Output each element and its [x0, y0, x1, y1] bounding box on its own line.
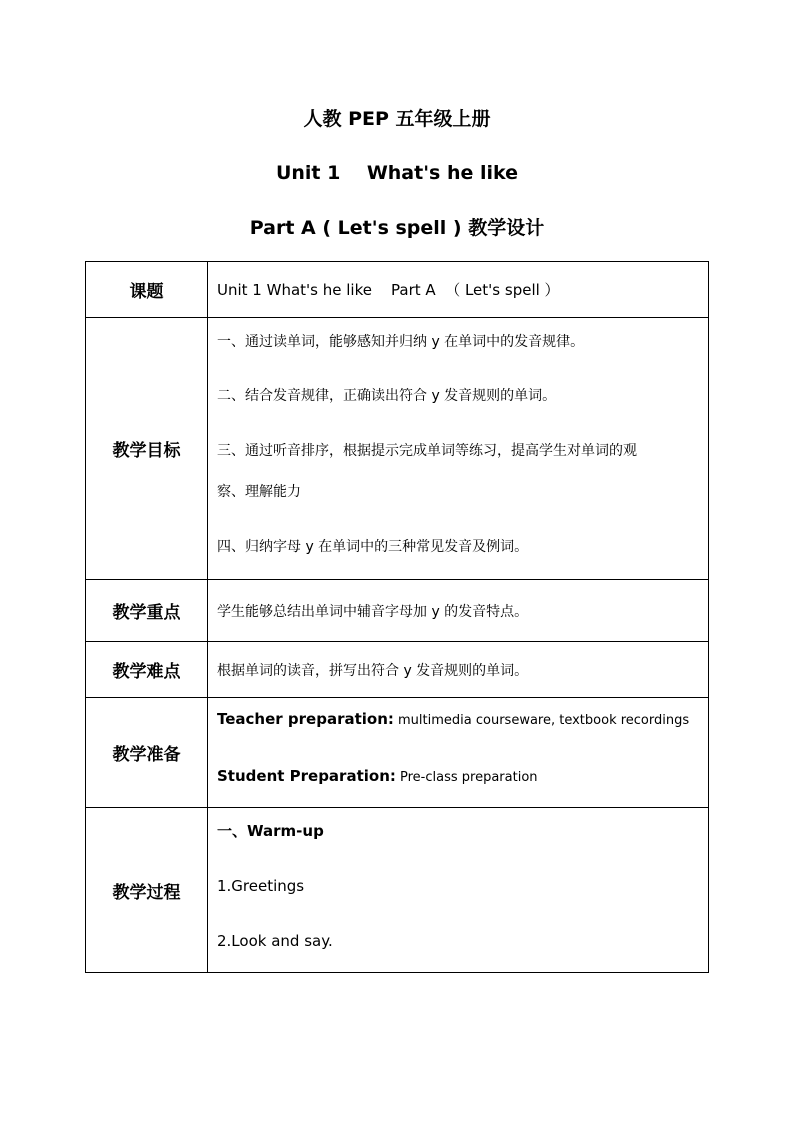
process-content [208, 808, 709, 973]
topic-row [86, 262, 709, 318]
objective-item: 四、归纳字母 y 在单词中的三种常见发音及例词。 [217, 539, 529, 555]
objective-item: 一、通过读单词，能够感知并归纳 y 在单词中的发音规律。 [217, 334, 585, 350]
student-preparation-value: Pre-class preparation [395, 770, 538, 785]
key-points-value: 学生能够总结出单词中辅音字母加 y 的发音特点。 [208, 580, 709, 642]
key-points-label: 教学重点 [86, 580, 208, 642]
lesson-title: Part A ( Let's spell ) 教学设计 [249, 217, 545, 239]
objective-item: 三、通过听音排序，根据提示完成单词等练习，提高学生对单词的观 [217, 443, 637, 459]
unit-title: Unit 1 What's he like [275, 162, 519, 184]
difficulties-value: 根据单词的读音，拼写出符合 y 发音规则的单词。 [208, 642, 709, 698]
lesson-plan-table [85, 261, 709, 973]
document-title: 人教 PEP 五年级上册 [303, 108, 491, 130]
teacher-preparation-label: Teacher preparation: [217, 710, 394, 728]
objective-item: 二、结合发音规律，正确读出符合 y 发音规则的单词。 [217, 388, 557, 404]
teacher-preparation-value: multimedia courseware, textbook recordings [393, 713, 690, 728]
process-step: 1.Greetings [217, 877, 305, 895]
objective-item: 察、理解能力 [217, 484, 301, 500]
process-heading: 一、Warm-up [217, 822, 324, 840]
topic-value: Unit 1 What's he like Part A （ Let's spell ） [208, 262, 709, 318]
difficulties-label: 教学难点 [86, 642, 208, 698]
objectives-label: 教学目标 [86, 318, 208, 580]
objectives-row [86, 318, 709, 580]
preparation-content [208, 698, 709, 808]
process-row [86, 808, 709, 973]
objectives-list [208, 318, 709, 580]
difficulties-row [86, 642, 709, 698]
topic-label: 课题 [86, 262, 208, 318]
teacher-preparation [217, 708, 704, 732]
preparation-row [86, 698, 709, 808]
process-label: 教学过程 [86, 808, 208, 973]
key-points-row [86, 580, 709, 642]
student-preparation-label: Student Preparation: [217, 767, 396, 785]
student-preparation [217, 765, 704, 789]
preparation-label: 教学准备 [86, 698, 208, 808]
process-step: 2.Look and say. [217, 932, 333, 950]
